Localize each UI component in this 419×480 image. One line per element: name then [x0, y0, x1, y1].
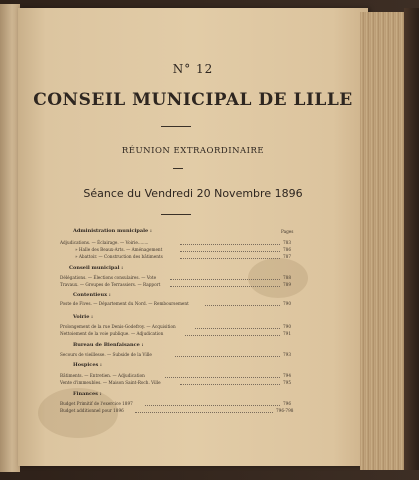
section-heading: Conseil municipal :: [69, 265, 124, 271]
toc-entry: Budget Primitif de l'exercice 1897: [60, 401, 133, 406]
leader-dots: [185, 335, 280, 336]
toc-entry: Adjudications. — Éclairage. — Voirie........: [60, 240, 149, 245]
toc-page: 788: [283, 275, 291, 280]
toc-page: 790: [283, 301, 291, 306]
toc-entry: » Halle des Beaux-Arts. — Aménagement: [75, 247, 163, 252]
leader-dots: [205, 305, 280, 306]
issue-number: N° 12: [172, 62, 214, 76]
section-heading: Finances :: [73, 391, 102, 397]
toc-entry: Nettoiement de la voie publique. — Adjudication: [60, 331, 164, 336]
toc-entry: Travaux. — Groupes de Terrassiers. — Rapport: [60, 282, 161, 287]
page-title: CONSEIL MUNICIPAL DE LILLE: [33, 90, 353, 110]
section-heading: Voirie :: [73, 314, 93, 320]
toc-entry: Poste de Fives. — Département du Nord. — Remboursement: [60, 301, 189, 306]
toc-page: 786: [283, 247, 291, 252]
leader-dots: [145, 405, 280, 406]
toc-entry: Prolongement de la rue Denis-Godefroy. — Acquisition: [60, 324, 176, 329]
paper-stain: [248, 258, 308, 298]
meeting-type: RÉUNION EXTRAORDINAIRE: [121, 146, 265, 156]
section-heading: Administration municipale :: [73, 228, 152, 234]
leader-dots: [170, 286, 280, 287]
leader-dots: [170, 279, 280, 280]
title-rule: [161, 126, 191, 127]
seance-rule: [161, 214, 191, 215]
toc-page: 789: [283, 282, 291, 287]
leader-dots: [180, 384, 280, 385]
leader-dots: [175, 356, 280, 357]
toc-entry: Budget additionnel pour 1896: [60, 408, 124, 413]
toc-entry: Secours de vieillesse. — Subside de la Ville: [60, 352, 152, 357]
toc-entry: » Abattoir. — Construction des bâtiments: [75, 254, 163, 259]
toc-page: 791: [283, 331, 291, 336]
toc-page: 794: [283, 373, 291, 378]
section-heading: Hospices :: [73, 362, 102, 368]
toc-page: 790: [283, 324, 291, 329]
leader-dots: [195, 328, 280, 329]
toc-page: 795: [283, 380, 291, 385]
document-page: [18, 8, 368, 466]
subtitle-rule: [173, 168, 183, 169]
page-column-label: Pages: [281, 229, 294, 234]
left-page-edge: [0, 4, 20, 472]
section-heading: Contentieux :: [73, 292, 111, 298]
toc-page: 787: [283, 254, 291, 259]
book-cover-edge: [404, 8, 419, 470]
toc-page: 796: [283, 401, 291, 406]
toc-entry: Délégations. — Élections consulaires. — Vote: [60, 275, 157, 280]
leader-dots: [165, 377, 280, 378]
leader-dots: [180, 244, 280, 245]
seance-date: Séance du Vendredi 20 Novembre 1896: [83, 187, 303, 200]
toc-page: 783: [283, 240, 291, 245]
section-heading: Bureau de Bienfaisance :: [73, 342, 144, 348]
leader-dots: [135, 412, 273, 413]
page-stack-edges: [360, 12, 406, 470]
leader-dots: [180, 251, 280, 252]
toc-page: 793: [283, 352, 291, 357]
leader-dots: [180, 258, 280, 259]
toc-entry: Bâtiments. — Entretien. — Adjudication: [60, 373, 145, 378]
toc-entry: Vente d'immeubles. — Maison Saint-Roch. Ville: [60, 380, 161, 385]
toc-page: 796-798: [276, 408, 294, 413]
